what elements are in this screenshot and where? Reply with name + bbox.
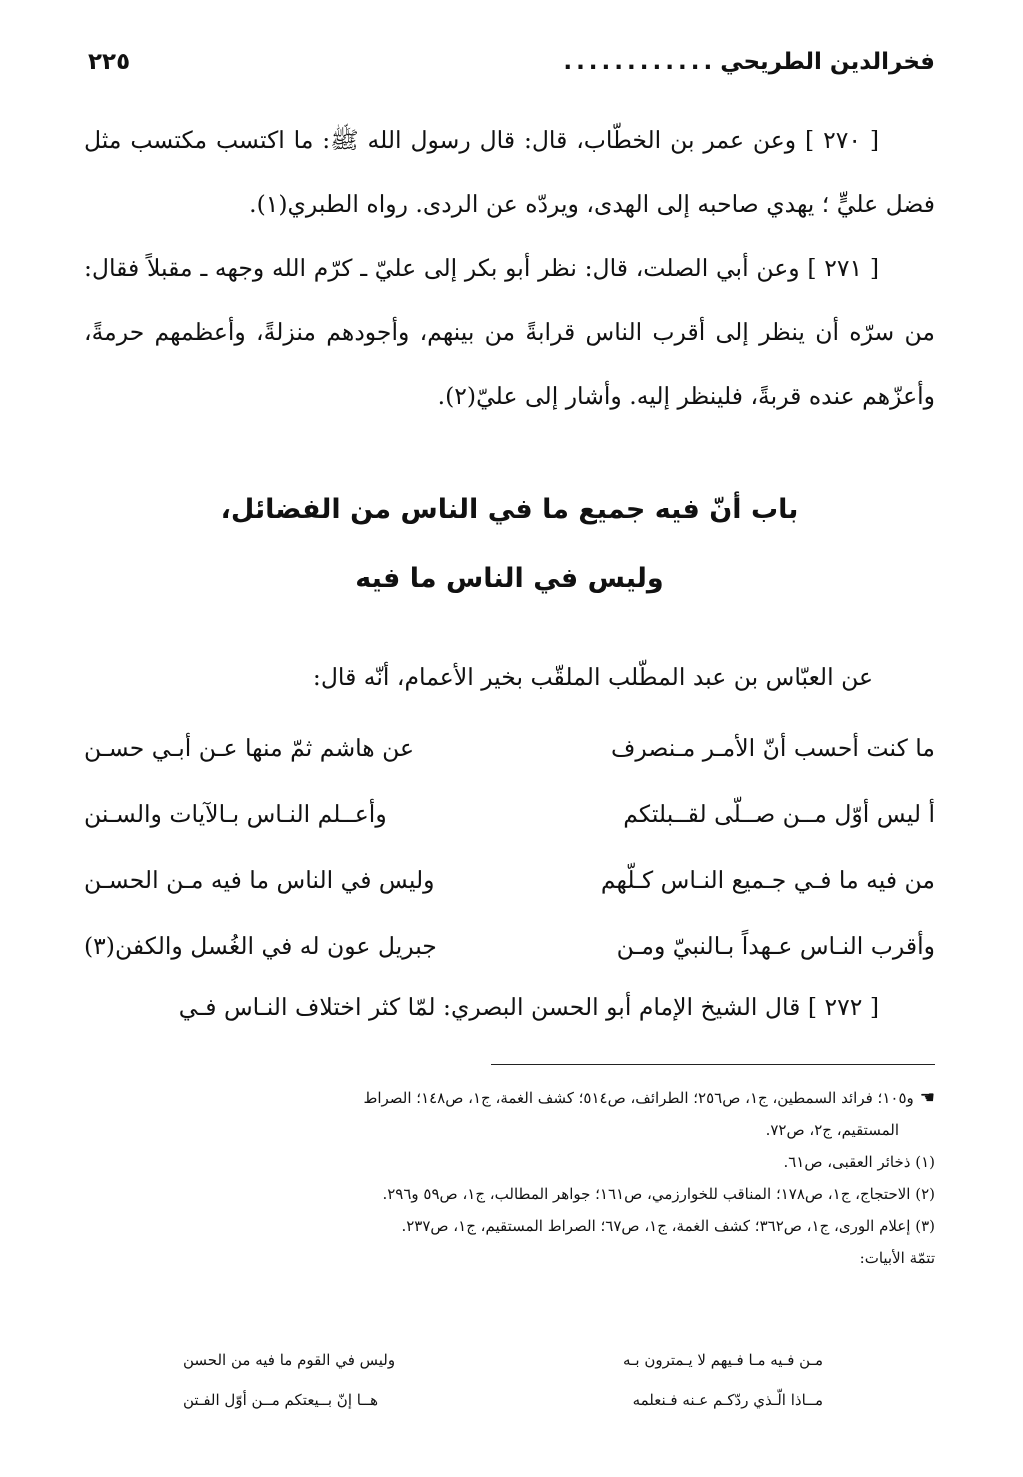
- header-leader-dots: ............: [563, 49, 717, 75]
- verse-second-hemistich: عن هاشم ثمّ منها عـن أبـي حسـن: [84, 734, 415, 762]
- supplement-verse: [183, 1340, 823, 1380]
- poem: [84, 715, 935, 979]
- main-text: [84, 108, 935, 428]
- section-heading-line-1: باب أنّ فيه جميع ما في الناس من الفضائل،: [220, 494, 799, 525]
- footnote-2: (٢) الاحتجاج، ج١، ص١٧٨؛ المناقب للخوارزمي، ص١٦١؛ جواهر المطالب، ج١، ص٥٩ و٢٩٦.: [382, 1185, 935, 1203]
- footnote-continuation-line-1: و١٠٥؛ فرائد السمطين، ج١، ص٢٥٦؛ الطرائف، ص٥١٤؛ كشف الغمة، ج١، ص١٤٨؛ الصراط: [363, 1089, 914, 1107]
- footnote-divider: [491, 1064, 935, 1065]
- poem-verse: [84, 847, 935, 913]
- verse-first-hemistich: مـن فـيه مـا فـيهم لا يـمترون بـه: [622, 1351, 823, 1369]
- verse-second-hemistich: وأعــلم النـاس بـالآيات والسـنن: [84, 800, 387, 828]
- footnotes: [84, 1082, 935, 1274]
- footnote-continuation-line-2: المستقيم، ج٢، ص٧٢.: [765, 1121, 899, 1139]
- section-heading-line-2: وليس في الناس ما فيه: [355, 563, 664, 594]
- footnote-continuation: [84, 1082, 935, 1114]
- footnote-3: (٣) إعلام الورى، ج١، ص٣٦٢؛ كشف الغمة، ج١، ص٦٧؛ الصراط المستقيم، ج١، ص٢٣٧.: [401, 1217, 935, 1235]
- pointing-hand-icon: ☚: [919, 1088, 935, 1108]
- supplement-label: تتمّة الأبيات:: [859, 1249, 935, 1267]
- poem-verse: [84, 913, 935, 979]
- verse-first-hemistich: مــاذا الّـذي ردّكـم عـنه فـنعلمه: [632, 1391, 823, 1409]
- supplement-poem: [183, 1340, 823, 1420]
- verse-first-hemistich: وأقرب النـاس عـهداً بـالنبيّ ومـن: [616, 932, 935, 960]
- verse-first-hemistich: ما كنت أحسب أنّ الأمـر مـنصرف: [611, 734, 935, 762]
- paragraph-271: [ ٢٧١ ] وعن أبي الصلت، قال: نظر أبو بكر إلى عليّ ـ كرّم الله وجهه ـ مقبلاً فقال: من سرّه أن ينظر إلى أقرب الناس قرابةً من بينهم، وأجودهم منزلةً، وأعظمهم حرمةً، وأعزّهم عنده قربةً، فلينظر إليه. وأشار إلى عليّ(٢).: [84, 254, 935, 410]
- section-intro: عن العبّاس بن عبد المطّلب الملقّب بخير الأعمام، أنّه قال:: [312, 663, 873, 691]
- verse-second-hemistich: جبريل عون له في الغُسل والكفن(٣): [84, 932, 437, 960]
- poem-verse: [84, 781, 935, 847]
- paragraph-272: [ ٢٧٢ ] قال الشيخ الإمام أبو الحسن البصري: لمّا كثر اختلاف النـاس فـي: [178, 993, 879, 1021]
- verse-first-hemistich: من فيه ما فـي جـميع النـاس كـلّهم: [600, 866, 935, 894]
- header-title: فخرالدين الطريحي: [720, 49, 935, 75]
- poem-verse: [84, 715, 935, 781]
- verse-first-hemistich: أ ليس أوّل مــن صــلّى لقــبلتكم: [623, 800, 935, 828]
- footnote-1: (١) ذخائر العقبى، ص٦١.: [783, 1153, 935, 1171]
- supplement-verse: [183, 1380, 823, 1420]
- running-header: [88, 40, 935, 84]
- paragraph-270: [ ٢٧٠ ] وعن عمر بن الخطّاب، قال: قال رسول الله ﷺ: ما اكتسب مكتسب مثل فضل عليٍّ ؛ يهدي صاحبه إلى الهدى، ويردّه عن الردى. رواه الطبري(١).: [84, 126, 935, 218]
- verse-second-hemistich: وليس في الناس ما فيه مـن الحسـن: [84, 866, 435, 894]
- verse-second-hemistich: هــا إنّ بــيعتكم مــن أوّل الفـتن: [183, 1391, 379, 1409]
- page-number: ٢٢٥: [88, 49, 131, 75]
- verse-second-hemistich: وليس في القوم ما فيه من الحسن: [183, 1351, 396, 1369]
